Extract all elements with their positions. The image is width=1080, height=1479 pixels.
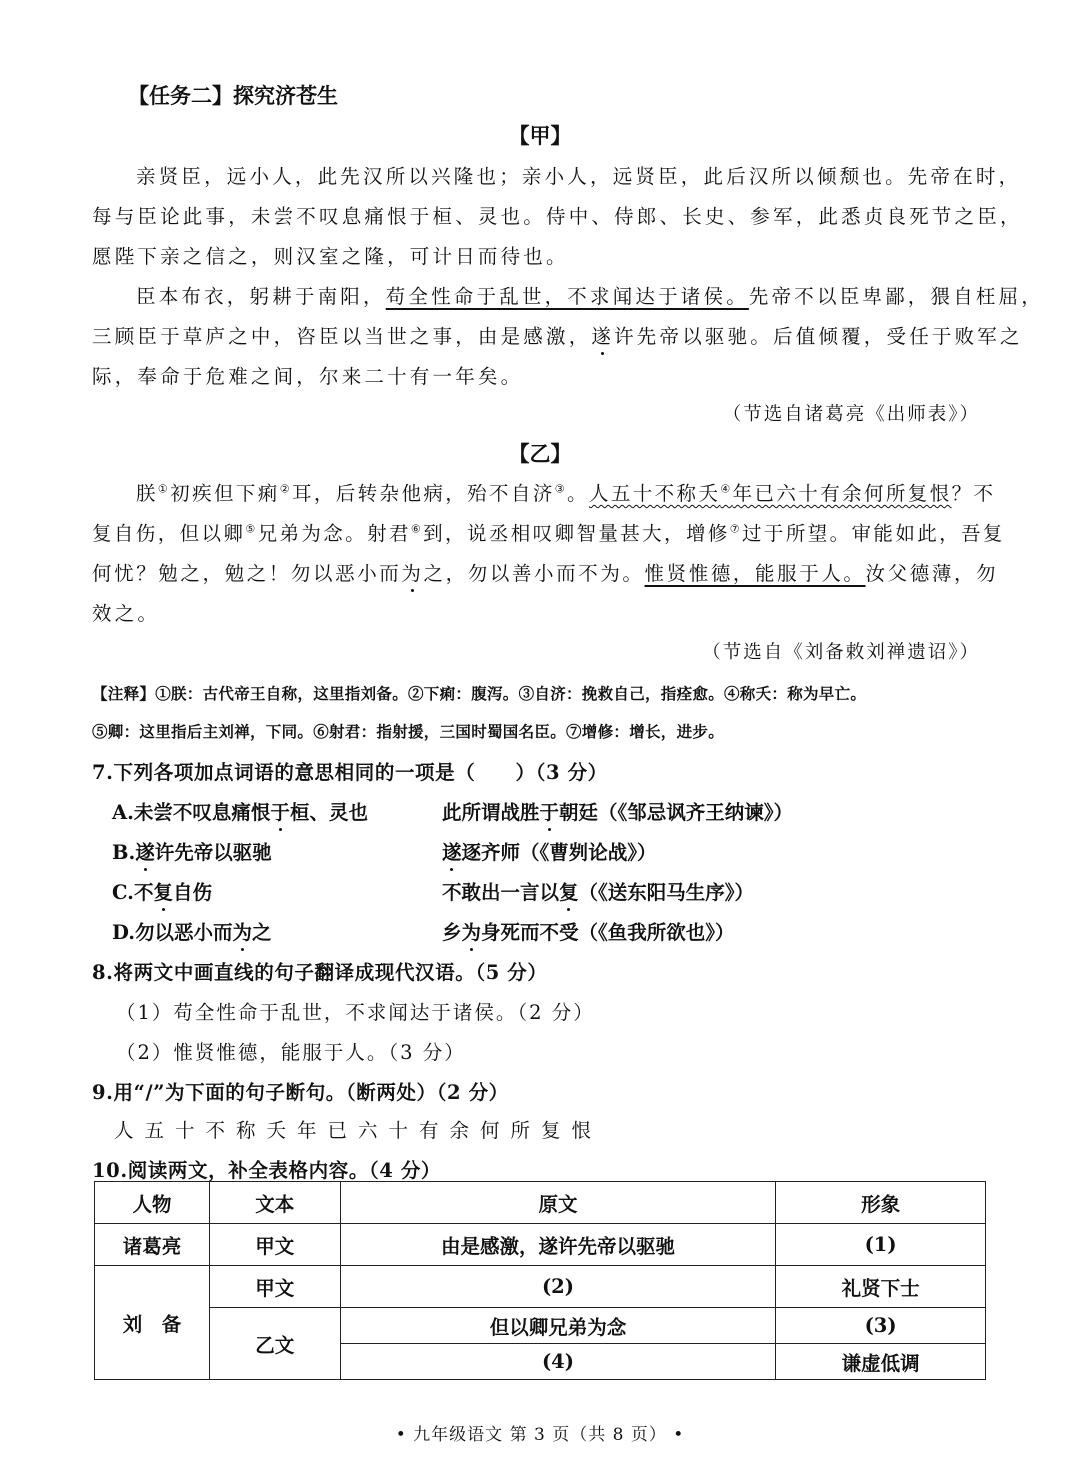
header-cell: 文本 <box>209 1182 340 1224</box>
header-cell: 形象 <box>776 1182 986 1224</box>
jia-line-3: 愿陛下亲之信之，则汉室之隆，可计日而待也。 <box>92 245 569 268</box>
wavy-sentence: 人五十不称夭④年已六十有余何所复恨 <box>588 482 952 505</box>
q8-sub-2: （2）惟贤惟德，能服于人。（3 分） <box>116 1041 466 1064</box>
table-cell: 礼贤下士 <box>776 1266 986 1308</box>
q7-option-d-right: 乡为身死而不受（《鱼我所欲也》） <box>442 921 735 944</box>
q10-table <box>94 1181 986 1380</box>
header-cell: 人物 <box>95 1182 210 1224</box>
q7-option-a-left: A.未尝不叹息痛恨于桓、灵也 <box>112 801 368 824</box>
table-cell-yiwen: 乙文 <box>209 1308 340 1380</box>
jia-p2-line-1: 臣本布衣，躬耕于南阳，苟全性命于乱世，不求闻达于诸侯。先帝不以臣卑鄙，猥自枉屈， <box>136 285 1045 308</box>
q7-option-a-right: 此所谓战胜于朝廷（《邹忌讽齐王纳谏》） <box>442 801 794 824</box>
q7-option-b-right: 遂逐齐师（《曹刿论战》） <box>442 841 657 864</box>
yi-heading: 【乙】 <box>508 441 572 466</box>
task-title: 【任务二】探究济苍生 <box>128 83 338 108</box>
notes-line-1: 【注释】①朕：古代帝王自称，这里指刘备。②下痢：腹泻。③自济：挽救自己，指痊愈。④称夭：称为早亡。 <box>92 684 867 703</box>
blank-cell-2: (2) <box>340 1266 775 1308</box>
underlined-sentence-2: 惟贤惟德，能服于人。 <box>644 562 866 585</box>
q7-stem: 7.下列各项加点词语的意思相同的一项是（ ）（3 分） <box>92 761 608 784</box>
table-row <box>95 1266 986 1308</box>
blank-cell-1: (1) <box>776 1224 986 1266</box>
yi-line-4: 效之。 <box>92 602 161 625</box>
table-row <box>95 1308 986 1344</box>
q7-option-b-left: B.遂许先帝以驱驰 <box>112 841 272 864</box>
table-cell: 诸葛亮 <box>95 1224 210 1266</box>
q8-stem: 8.将两文中画直线的句子翻译成现代汉语。（5 分） <box>92 961 548 984</box>
yi-line-1: 朕①初疾但下痢②耳，后转杂他病，殆不自济③。人五十不称夭④年已六十有余何所复恨？不 <box>136 482 996 505</box>
q7-option-d-left: D.勿以恶小而为之 <box>112 921 272 944</box>
q7-option-c-right: 不敢出一言以复（《送东阳马生序》） <box>442 881 755 904</box>
table-row <box>95 1224 986 1266</box>
q10-stem: 10.阅读两文，补全表格内容。（4 分） <box>92 1159 442 1182</box>
table-cell: 谦虚低调 <box>776 1344 986 1380</box>
jia-line-1: 亲贤臣，远小人，此先汉所以兴隆也；亲小人，远贤臣，此后汉所以倾颓也。先帝在时， <box>136 165 1022 188</box>
table-cell: 甲文 <box>209 1266 340 1308</box>
table-cell-liubei: 刘 备 <box>95 1266 210 1380</box>
blank-cell-4: (4) <box>340 1344 775 1380</box>
yi-line-3: 何忧？勉之，勉之！勿以恶小而为之，勿以善小而不为。惟贤惟德，能服于人。汝父德薄，勿 <box>92 562 999 585</box>
jia-p2-line-2: 三顾臣于草庐之中，咨臣以当世之事，由是感激，遂许先帝以驱驰。后值倾覆，受任于败军之 <box>92 325 1023 348</box>
jia-line-2: 每与臣论此事，未尝不叹息痛恨于桓、灵也。侍中、侍郎、长史、参军，此悉贞良死节之臣， <box>92 205 1023 228</box>
yi-line-2: 复自伤，但以卿⑤兄弟为念。射君⑥到，说丞相叹卿智量甚大，增修⑦过于所望。审能如此，吾复 <box>92 522 1005 545</box>
dotted-char: 遂 <box>591 325 615 348</box>
header-cell: 原文 <box>340 1182 775 1224</box>
q8-sub-1: （1）苟全性命于乱世，不求闻达于诸侯。（2 分） <box>116 1001 595 1024</box>
jia-source: （节选自诸葛亮《出师表》） <box>722 404 980 425</box>
q9-stem: 9.用“/”为下面的句子断句。（断两处）（2 分） <box>92 1081 509 1104</box>
notes-line-2: ⑤卿：这里指后主刘禅，下同。⑥射君：指射援，三国时蜀国名臣。⑦增修：增长，进步。 <box>92 722 725 741</box>
jia-p2-line-3: 际，奉命于危难之间，尔来二十有一年矣。 <box>92 365 524 388</box>
jia-heading: 【甲】 <box>508 123 572 148</box>
underlined-sentence-1: 苟全性命于乱世，不求闻达于诸侯。 <box>385 285 749 308</box>
blank-cell-3: (3) <box>776 1308 986 1344</box>
table-cell: 由是感激，遂许先帝以驱驰 <box>340 1224 775 1266</box>
yi-source: （节选自《刘备敕刘禅遗诏》） <box>702 642 980 663</box>
table-header-row <box>95 1182 986 1224</box>
table-cell: 甲文 <box>209 1224 340 1266</box>
page-footer: • 九年级语文 第 3 页（共 8 页） • <box>395 1425 685 1445</box>
q9-sentence: 人五十不称夭年已六十有余何所复恨 <box>114 1119 603 1142</box>
q7-option-c-left: C.不复自伤 <box>112 881 212 904</box>
table-cell: 但以卿兄弟为念 <box>340 1308 775 1344</box>
dotted-char: 为 <box>401 562 424 585</box>
